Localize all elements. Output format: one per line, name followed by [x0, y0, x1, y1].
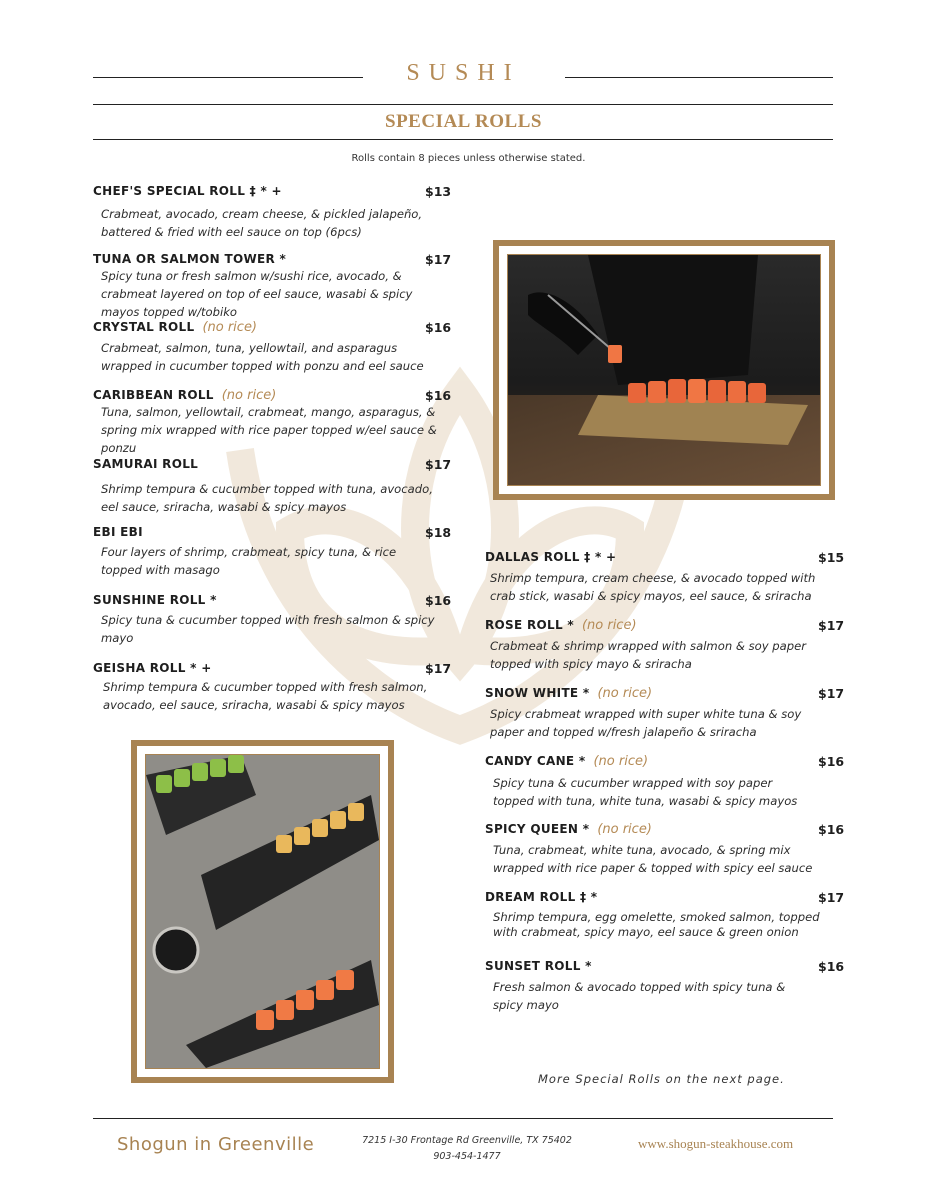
item-name: CHEF'S SPECIAL ROLL ‡ * + [93, 184, 282, 198]
item-price: $16 [818, 959, 845, 974]
item-name: SUNSHINE ROLL * [93, 593, 217, 607]
chef-sushi-image-icon [508, 255, 820, 485]
item-description: Tuna, salmon, yellowtail, crabmeat, mango, asparagus, & spring mix wrapped with rice paper topped w/eel sauce & ponzu [101, 405, 437, 455]
item-price: $17 [818, 890, 845, 905]
no-rice-tag: (no rice) [581, 618, 637, 633]
item-price: $16 [425, 593, 452, 608]
item-price: $13 [425, 184, 452, 199]
footer-phone[interactable]: 903-454-1477 [433, 1151, 501, 1162]
subtitle-rule-bottom [93, 139, 833, 140]
item-price: $16 [425, 388, 452, 403]
item-price: $18 [425, 525, 452, 540]
item-price: $17 [425, 457, 452, 472]
item-description: Fresh salmon & avocado topped with spicy tuna & spicy mayo [493, 980, 786, 1012]
platters-photo [145, 754, 380, 1069]
chef-photo-frame [493, 240, 835, 500]
page-title: SUSHI [406, 60, 521, 86]
chef-photo [507, 254, 821, 486]
item-description: Crabmeat, avocado, cream cheese, & pickled jalapeño, battered & fried with eel sauce on top (6pcs) [101, 207, 423, 239]
item-description: Shrimp tempura, egg omelette, smoked salmon, topped with crabmeat, spicy mayo, eel sauce & green onion [493, 910, 820, 939]
item-description: Spicy crabmeat wrapped with super white tuna & soy paper and topped w/fresh jalapeño & sriracha [490, 707, 802, 739]
item-name: SNOW WHITE * (no rice) [485, 686, 653, 701]
item-description: Shrimp tempura, cream cheese, & avocado topped with crab stick, wasabi & spicy mayos, eel sauce, & sriracha [490, 571, 816, 603]
item-description: Spicy tuna or fresh salmon w/sushi rice, avocado, & crabmeat layered on top of eel sauce, wasabi & spicy mayos topped w/tobiko [101, 269, 413, 319]
item-description: Spicy tuna & cucumber topped with fresh salmon & spicy mayo [101, 613, 435, 645]
item-price: $17 [818, 618, 845, 633]
item-name: EBI EBI [93, 525, 143, 539]
item-description: Four layers of shrimp, crabmeat, spicy tuna, & rice topped with masago [101, 545, 397, 577]
item-price: $16 [818, 822, 845, 837]
item-description: Shrimp tempura & cucumber topped with fresh salmon, avocado, eel sauce, sriracha, wasabi & spicy mayos [103, 680, 428, 712]
item-name: SAMURAI ROLL [93, 457, 199, 471]
no-rice-tag: (no rice) [221, 388, 277, 403]
item-name: DREAM ROLL ‡ * [485, 890, 598, 904]
item-name: CARIBBEAN ROLL (no rice) [93, 388, 277, 403]
sushi-platters-image-icon [146, 755, 379, 1068]
item-description: Shrimp tempura & cucumber topped with tuna, avocado, eel sauce, sriracha, wasabi & spicy mayos [101, 482, 433, 514]
item-name: DALLAS ROLL ‡ * + [485, 550, 617, 564]
footer-rule [93, 1118, 833, 1119]
item-price: $17 [818, 686, 845, 701]
item-description: Crabmeat & shrimp wrapped with salmon & soy paper topped with spicy mayo & sriracha [490, 639, 806, 671]
item-price: $17 [425, 252, 452, 267]
item-description: Crabmeat, salmon, tuna, yellowtail, and asparagus wrapped in cucumber topped with ponzu and eel sauce [101, 341, 424, 373]
rolls-note: Rolls contain 8 pieces unless otherwise stated. [351, 153, 586, 164]
item-price: $16 [425, 320, 452, 335]
item-name: SPICY QUEEN * (no rice) [485, 822, 652, 837]
item-price: $15 [818, 550, 845, 565]
footer-website-link[interactable]: www.shogun-steakhouse.com [638, 1136, 794, 1151]
footer-address-block [362, 1133, 572, 1165]
item-name: CANDY CANE * (no rice) [485, 754, 649, 769]
no-rice-tag: (no rice) [593, 754, 649, 769]
item-name: ROSE ROLL * (no rice) [485, 618, 637, 633]
no-rice-tag: (no rice) [202, 320, 258, 335]
platters-photo-frame [131, 740, 394, 1083]
footer-address: 7215 I-30 Frontage Rd Greenville, TX 75402 [362, 1135, 572, 1146]
item-name: GEISHA ROLL * + [93, 661, 212, 675]
item-name: TUNA OR SALMON TOWER * [93, 252, 287, 266]
more-rolls-note: More Special Rolls on the next page. [538, 1072, 785, 1086]
item-price: $17 [425, 661, 452, 676]
footer-brand: Shogun in Greenville [117, 1134, 315, 1155]
no-rice-tag: (no rice) [597, 686, 653, 701]
item-price: $16 [818, 754, 845, 769]
item-name: SUNSET ROLL * [485, 959, 592, 973]
section-title: SPECIAL ROLLS [385, 111, 542, 132]
subtitle-rule-top [93, 104, 833, 105]
item-description: Tuna, crabmeat, white tuna, avocado, & spring mix wrapped with rice paper & topped with spicy eel sauce [493, 843, 813, 875]
item-description: Spicy tuna & cucumber wrapped with soy paper topped with tuna, white tuna, wasabi & spicy mayos [493, 776, 798, 808]
no-rice-tag: (no rice) [597, 822, 652, 837]
item-name: CRYSTAL ROLL (no rice) [93, 320, 258, 335]
